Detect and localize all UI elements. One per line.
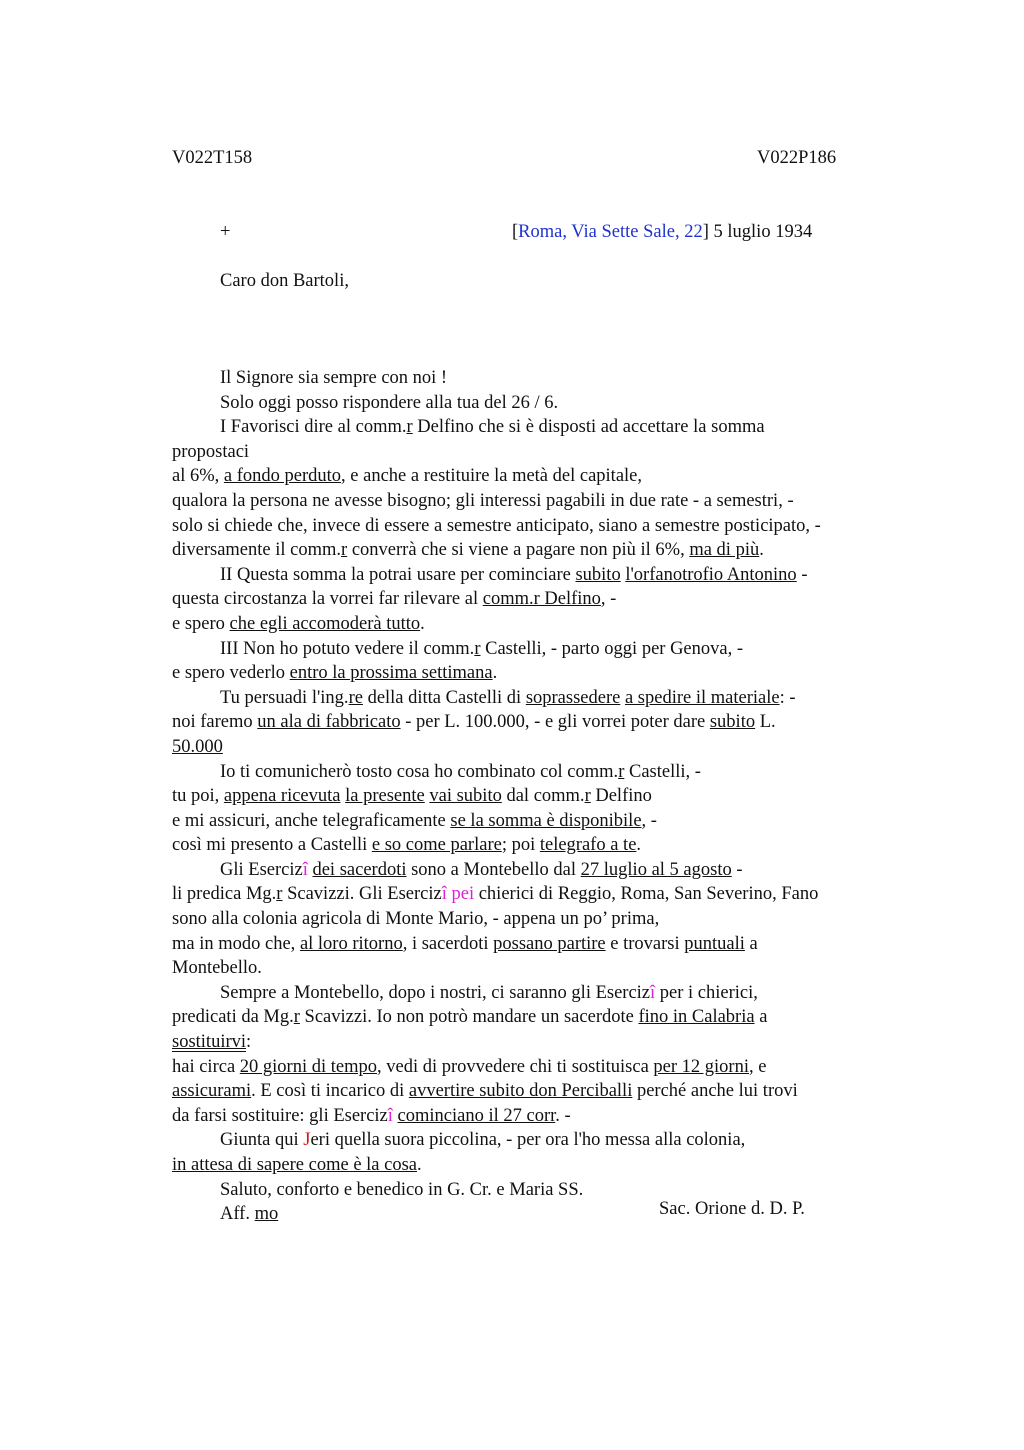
underlined-text: entro la prossima settimana: [289, 663, 493, 684]
text-segment: Tu persuadi l'ing.: [220, 687, 349, 708]
letter-line: [172, 760, 912, 785]
underlined-text: r: [618, 761, 625, 782]
text-segment: della ditta Castelli di: [362, 687, 526, 708]
dateline: [512, 222, 812, 243]
underlined-text: r: [276, 884, 283, 905]
letter-line: [172, 735, 912, 760]
text-segment: hai circa: [172, 1056, 240, 1077]
text-segment: :: [246, 1032, 252, 1053]
text-segment: Delfino che si è disposti ad accettare la somma: [412, 417, 765, 438]
text-segment: Solo oggi posso rispondere alla tua del 26 / 6.: [220, 392, 559, 413]
letter-line: [172, 981, 912, 1006]
text-segment: e trovarsi: [605, 933, 685, 954]
underlined-text: 27 luglio al 5 agosto: [580, 859, 732, 880]
letter-line: [172, 809, 912, 834]
text-segment: - per L. 100.000, - e gli vorrei poter dare: [400, 712, 710, 733]
document-code-left: V022T158: [172, 148, 253, 168]
letter-line: [172, 833, 912, 858]
letter-line: [172, 882, 912, 907]
text-segment: , -: [600, 589, 617, 610]
text-segment: propostaci: [172, 441, 250, 462]
letter-line: [172, 661, 912, 686]
text-segment: Gli Esercizî: [220, 859, 308, 880]
letter-line: [172, 686, 912, 711]
text-segment: così mi presento a Castelli: [172, 835, 372, 856]
text-segment: e spero: [172, 613, 230, 634]
text-segment: Montebello.: [172, 958, 262, 979]
letter-line: [172, 1030, 912, 1055]
letter-line: [172, 1055, 912, 1080]
text-segment: , i sacerdoti: [402, 933, 494, 954]
text-segment: Saluto, conforto e benedico in G. Cr. e Maria SS.: [220, 1179, 584, 1200]
text-segment: predicati da Mg.: [172, 1007, 294, 1028]
text-segment: a: [754, 1007, 768, 1028]
underlined-text: telegrafo a te: [539, 835, 637, 856]
underlined-text: appena ricevuta: [223, 786, 341, 807]
accent-mark: î: [387, 1105, 393, 1126]
letter-line: [172, 932, 912, 957]
underlined-text: a fondo perduto: [223, 466, 342, 487]
text-segment: L.: [755, 712, 776, 733]
underlined-text: sostituirvi: [172, 1032, 247, 1053]
letter-line: [172, 464, 912, 489]
underlined-text: ma di più: [689, 540, 760, 561]
underlined-text: r: [406, 417, 413, 438]
underlined-text: cominciano il 27 corr: [397, 1105, 556, 1126]
text-segment: perché anche lui trovi: [632, 1081, 798, 1102]
text-segment: qualora la persona ne avesse bisogno; gli interessi pagabili in due rate - a semestri, -: [172, 490, 794, 511]
text-segment: Castelli, - parto oggi per Genova, -: [480, 638, 744, 659]
text-segment: da farsi sostituire: gli Esercizî: [172, 1105, 393, 1126]
letter-line: [172, 563, 912, 588]
text-segment: Giunta qui Jeri quella suora piccolina, - per ora l'ho messa alla colonia,: [220, 1130, 746, 1151]
text-segment: , e: [748, 1056, 767, 1077]
text-segment: noi faremo: [172, 712, 258, 733]
letter-body: [172, 366, 912, 1227]
text-segment: questa circostanza la vorrei far rilevare al: [172, 589, 483, 610]
text-segment: Delfino: [590, 786, 652, 807]
underlined-text: per 12 giorni: [653, 1056, 749, 1077]
underlined-text: subito: [709, 712, 756, 733]
text-segment: Il Signore sia sempre con noi !: [220, 368, 448, 388]
text-segment: e mi assicuri, anche telegraficamente: [172, 810, 451, 831]
underlined-text: assicurami: [172, 1081, 252, 1102]
text-segment: .: [492, 663, 498, 684]
underlined-text: re: [348, 687, 363, 708]
text-segment: al 6%,: [172, 466, 224, 487]
underlined-text: vai subito: [429, 786, 502, 807]
letter-line: [172, 907, 912, 932]
text-segment: . -: [555, 1105, 571, 1126]
dateline-place: Roma, Via Sette Sale, 22: [518, 222, 703, 242]
cross-mark: +: [220, 222, 231, 242]
text-segment: , e anche a restituire la metà del capitale,: [341, 466, 643, 487]
text-segment: Io ti comunicherò tosto cosa ho combinato col comm.: [220, 761, 619, 782]
text-segment: e spero vederlo: [172, 663, 290, 684]
letter-line: [172, 440, 912, 465]
letter-line: [172, 514, 912, 539]
text-segment: II Questa somma la potrai usare per cominciare: [220, 564, 576, 585]
text-segment: ma in modo che,: [172, 933, 300, 954]
letter-line: [172, 1128, 912, 1153]
text-segment: li predica Mg.: [172, 884, 277, 905]
text-segment: sono alla colonia agricola di Monte Mario, - appena un po’ prima,: [172, 909, 660, 930]
underlined-text: e so come parlare: [371, 835, 502, 856]
letter-line: [172, 612, 912, 637]
underlined-text: al loro ritorno: [299, 933, 403, 954]
text-segment: dal comm.: [501, 786, 585, 807]
letter-line: [172, 1079, 912, 1104]
text-segment: ; poi: [501, 835, 540, 856]
letter-line: [172, 587, 912, 612]
underlined-text: l'orfanotrofio Antonino: [625, 564, 797, 585]
text-segment: Castelli, -: [624, 761, 701, 782]
text-segment: III Non ho potuto vedere il comm.: [220, 638, 475, 659]
underlined-text: fino in Calabria: [638, 1007, 755, 1028]
underlined-text: dei sacerdoti: [312, 859, 407, 880]
underlined-text: a spedire il materiale: [624, 687, 780, 708]
text-segment: . E così ti incarico di: [251, 1081, 409, 1102]
text-segment: diversamente il comm.: [172, 540, 342, 561]
salutation: Caro don Bartoli,: [220, 271, 349, 291]
text-segment: .: [759, 540, 764, 561]
letter-line: [172, 489, 912, 514]
underlined-text: 20 giorni di tempo: [239, 1056, 377, 1077]
text-segment: sono a Montebello dal: [406, 859, 581, 880]
underlined-text: r: [584, 786, 591, 807]
letter-line: [172, 637, 912, 662]
text-segment: Aff.: [220, 1204, 255, 1225]
letter-line: [172, 415, 912, 440]
highlighted-letter: J: [303, 1130, 311, 1151]
text-segment: Scavizzi. Io non potrò mandare un sacerdote: [299, 1007, 639, 1028]
letter-line: [172, 710, 912, 735]
dateline-bracket: [: [512, 222, 519, 242]
text-segment: , vedi di provvedere chi ti sostituisca: [377, 1056, 654, 1077]
letter-line: [172, 391, 912, 416]
text-segment: : -: [779, 687, 796, 708]
underlined-text: r: [474, 638, 481, 659]
signature: Sac. Orione d. D. P.: [659, 1199, 805, 1219]
letter-line: [172, 538, 912, 563]
underlined-text: un ala di fabbricato: [257, 712, 401, 733]
letter-line: [172, 1153, 912, 1178]
underlined-text: che egli accomoderà tutto: [229, 613, 421, 634]
letter-line: [172, 956, 912, 981]
text-segment: a: [744, 933, 758, 954]
underlined-text: se la somma è disponibile: [450, 810, 642, 831]
text-segment: Sempre a Montebello, dopo i nostri, ci saranno gli Esercizî per i chierici,: [220, 982, 758, 1003]
underlined-text: soprassedere: [525, 687, 621, 708]
dateline-date: ] 5 luglio 1934: [702, 222, 813, 242]
text-segment: .: [636, 835, 642, 856]
accent-mark: î: [650, 982, 656, 1003]
underlined-text: 50.000: [172, 736, 223, 757]
underlined-text: la presente: [345, 786, 425, 807]
highlighted-word: pei: [451, 884, 475, 905]
underlined-text: r: [293, 1007, 300, 1028]
underlined-text: subito: [575, 564, 621, 585]
text-segment: tu poi,: [172, 786, 224, 807]
text-segment: I Favorisci dire al comm.: [220, 417, 407, 438]
underlined-text: comm.r Delfino: [482, 589, 601, 610]
text-segment: Scavizzi. Gli Esercizî pei chierici di Reggio, Roma, San Severino, Fano: [282, 884, 819, 905]
accent-mark: î: [302, 859, 308, 880]
text-segment: .: [417, 1155, 422, 1175]
text-segment: .: [420, 613, 425, 634]
underlined-text: r: [341, 540, 348, 561]
document-code-right: V022P186: [757, 148, 837, 168]
accent-mark: î: [441, 884, 447, 905]
letter-line: [172, 784, 912, 809]
underlined-text: in attesa di sapere come è la cosa: [172, 1155, 418, 1175]
text-segment: , -: [641, 810, 657, 831]
text-segment: -: [731, 859, 743, 880]
letter-line: [172, 1104, 912, 1129]
underlined-text: possano partire: [493, 933, 606, 954]
letter-line: [172, 1005, 912, 1030]
underlined-text: mo: [254, 1204, 279, 1225]
letter-line: [172, 366, 912, 391]
letter-line: [172, 858, 912, 883]
text-segment: solo si chiede che, invece di essere a semestre anticipato, siano a semestre posticipato, -: [172, 515, 821, 536]
text-segment: converrà che si viene a pagare non più il 6%,: [347, 540, 690, 561]
underlined-text: avvertire subito don Perciballi: [408, 1081, 633, 1102]
text-segment: -: [796, 564, 808, 585]
underlined-text: puntuali: [684, 933, 745, 954]
